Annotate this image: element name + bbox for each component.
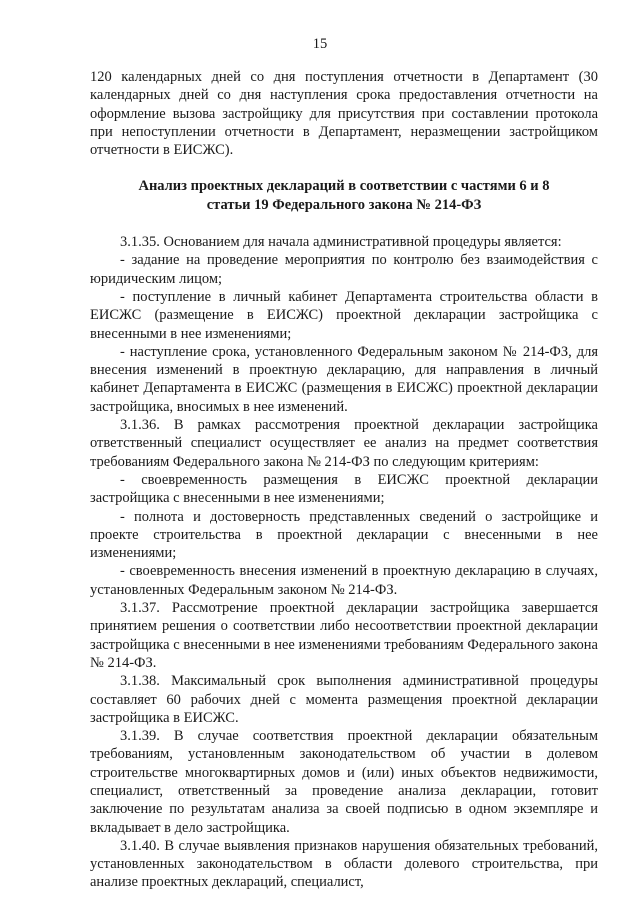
paragraph-3-1-40: 3.1.40. В случае выявления признаков нарушения обязательных требований, установленных законодательством в области долевого строительства, при анализе проектных деклараций, специалист, [90,837,598,891]
section-heading-line-1: Анализ проектных деклараций в соответствии с частями 6 и 8 [138,178,550,195]
list-item-task: - задание на проведение мероприятия по контролю без взаимодействия с юридическим лицом; [90,252,598,287]
list-item-completeness: - полнота и достоверность представленных сведений о застройщике и проекте строительства в проектной декларации с внесенными в нее изменениями; [90,508,598,562]
paragraph-3-1-38: 3.1.38. Максимальный срок выполнения административной процедуры составляет 60 рабочих дней с момента размещения проектной декларации застройщика в ЕИСЖС. [90,673,598,726]
page-number: 15 [312,36,328,52]
list-item-receipt: - поступление в личный кабинет Департамента строительства области в ЕИСЖС (размещение в ЕИСЖС) проектной декларации застройщика с внесенными в нее изменениями; [90,288,598,342]
paragraph-3-1-39: 3.1.39. В случае соответствия проектной декларации обязательным требованиям, установленным законодательством об участии в долевом строительстве многоквартирных домов и (или) иных объектов недвижимости, специалист, ответственный за проведение анализа декларации, готовит заключение по результатам анализа за своей подписью в одном экземпляре и вкладывает в дело застройщика. [90,728,598,836]
list-item-timeliness-placement: - своевременность размещения в ЕИСЖС проектной декларации застройщика с внесенными в нее изменениями; [90,471,598,507]
section-heading-line-2: статьи 19 Федерального закона № 214-ФЗ [206,197,482,214]
page-content [90,68,598,892]
list-item-timeliness-changes: - своевременность внесения изменений в проектную декларацию в случаях, установленных Федеральным законом № 214-ФЗ. [90,563,598,598]
paragraph-3-1-36: 3.1.36. В рамках рассмотрения проектной декларации застройщика ответственный специалист осуществляет ее анализ на предмет соответствия требованиям Федерального закона № 214-ФЗ по следующим критериям: [90,417,598,470]
section-heading [90,177,598,215]
paragraph-3-1-37: 3.1.37. Рассмотрение проектной декларации застройщика завершается принятием решения о соответствии либо несоответствии проектной декларации застройщика с внесенными в нее изменениями требованиям Федерального закона № 214-ФЗ. [90,600,598,671]
paragraph-3-1-35: 3.1.35. Основанием для начала административной процедуры является: [120,234,562,251]
intro-paragraph: 120 календарных дней со дня поступления отчетности в Департамент (30 календарных дней со дня наступления срока предоставления отчетности на оформление вызова застройщику для присутствия при составлении протокола при непоступлении отчетности в Департамент, неразмещении застройщиком отчетности в ЕИСЖС). [90,69,598,159]
list-item-deadline: - наступление срока, установленного Федеральным законом № 214-ФЗ, для внесения изменений в проектную декларацию, для направления в личный кабинет Департамента в ЕИСЖС (размещения в ЕИСЖС) проектной декларации застройщика, вносимых в нее изменений. [90,343,598,415]
